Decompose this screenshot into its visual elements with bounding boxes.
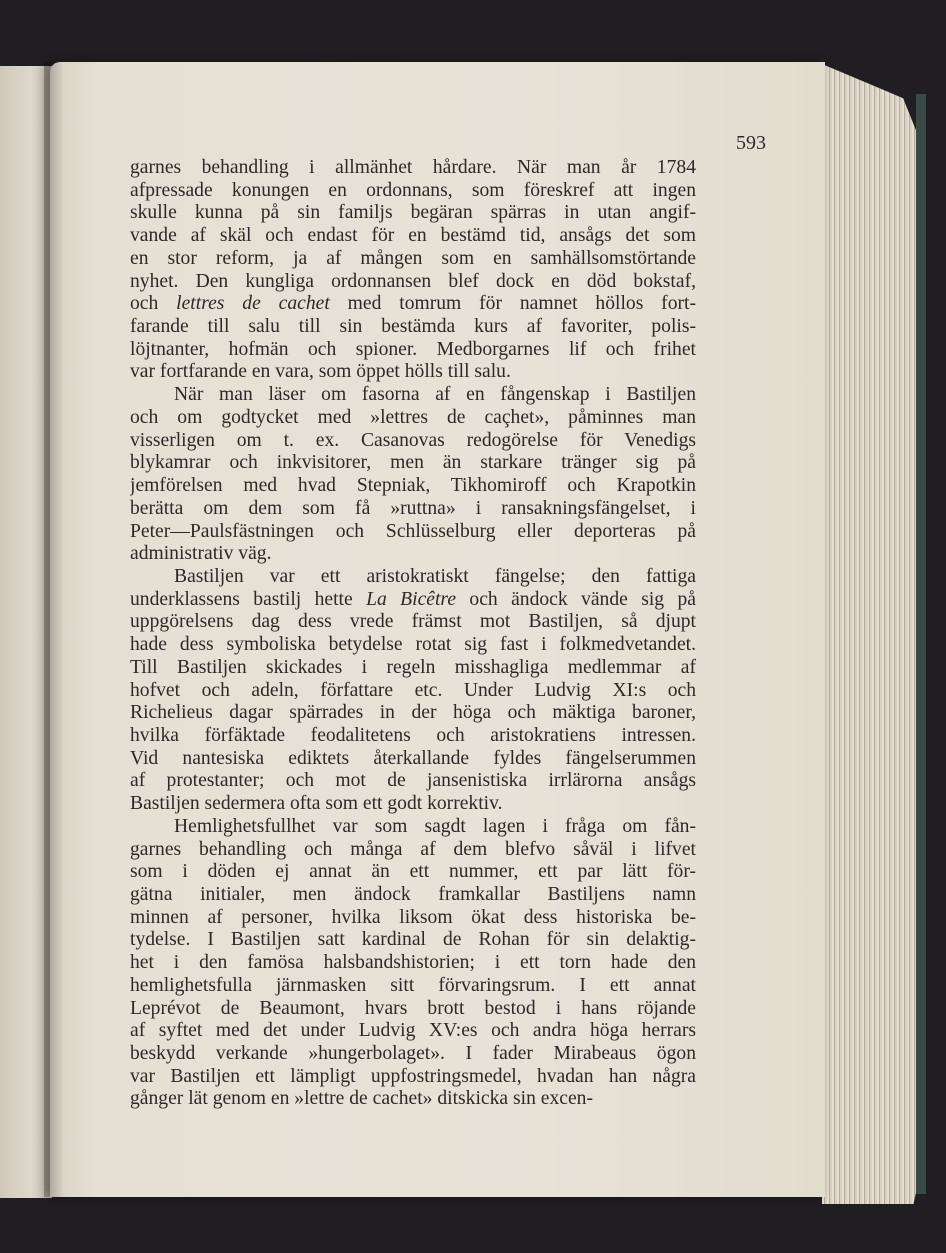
text-line <box>130 339 696 362</box>
text-run: tydelse. I Bastiljen satt kardinal de Rohan för sin delaktig- <box>130 929 696 951</box>
text-run: skulle kunna på sin familjs begäran spärras in utan angif- <box>130 202 696 224</box>
text-line <box>130 929 696 952</box>
text-line <box>130 430 696 453</box>
text-line <box>130 316 696 339</box>
text-run: med tomrum för namnet höllos fort- <box>329 293 696 315</box>
text-run: vande af skäl och endast för en bestämd tid, ansågs det som <box>130 225 696 247</box>
gutter-shadow <box>44 62 64 1197</box>
text-run: blykamrar och inkvisitorer, men än starkare tränger sig på <box>130 452 696 474</box>
text-run: gånger lät genom en »lettre de cachet» ditskicka sin excen- <box>130 1088 593 1110</box>
text-run: het i den famösa halsbandshistorien; i ett torn hade den <box>130 952 696 974</box>
text-line <box>130 361 696 384</box>
italic-phrase: La Bicêtre <box>366 588 457 610</box>
text-run: visserligen om t. ex. Casanovas redogörelse för Venedigs <box>130 429 696 451</box>
body-text <box>130 157 696 1111</box>
text-run: administrativ väg. <box>130 543 272 565</box>
text-run: garnes behandling i allmänhet hårdare. När man år 1784 <box>130 157 696 178</box>
text-line <box>130 1088 696 1111</box>
text-run: hemlighetsfulla järnmasken sitt förvaringsrum. I ett annat <box>130 974 696 996</box>
text-line <box>130 634 696 657</box>
text-line <box>130 680 696 703</box>
text-run: gätna initialer, men ändock framkallar Bastiljens namn <box>130 884 696 905</box>
text-run: hade dess symboliska betydelse rotat sig fast i folkmedvetandet. <box>130 634 696 656</box>
text-line <box>130 521 696 544</box>
text-line <box>130 975 696 998</box>
text-run: af protestanter; och mot de jansenistiska irrlärorna ansågs <box>130 770 696 792</box>
text-run: Till Bastiljen skickades i regeln misshagliga medlemmar af <box>130 656 696 678</box>
text-line <box>130 611 696 634</box>
text-run: som i döden ej annat än ett nummer, ett par lätt för- <box>130 861 696 883</box>
text-run: Vid nantesiska ediktets återkallande fyldes fängelserummen <box>130 747 696 769</box>
text-line <box>130 702 696 725</box>
text-line <box>130 566 696 589</box>
text-line <box>130 1020 696 1043</box>
text-run: löjtnanter, hofmän och spioner. Medborgarnes lif och frihet <box>130 338 696 360</box>
text-line <box>130 225 696 248</box>
text-line <box>130 248 696 271</box>
text-line <box>130 907 696 930</box>
text-line <box>130 839 696 862</box>
text-line <box>130 452 696 475</box>
text-line <box>130 407 696 430</box>
page-number: 593 <box>736 132 766 154</box>
text-line <box>130 793 696 816</box>
text-run: När man läser om fasorna af en fångenskap i Bastiljen <box>174 384 696 406</box>
text-line <box>130 748 696 771</box>
text-line <box>130 202 696 225</box>
text-line <box>130 657 696 680</box>
text-run: afpressade konungen en ordonnans, som föreskref att ingen <box>130 179 696 201</box>
text-line <box>130 589 696 612</box>
text-run: Peter—Paulsfästningen och Schlüsselburg eller deporteras på <box>130 520 696 542</box>
text-run: hofvet och adeln, författare etc. Under Ludvig XI:s och <box>130 679 696 701</box>
text-line <box>130 271 696 294</box>
text-run: garnes behandling och många af dem blefvo såväl i lifvet <box>130 838 696 860</box>
text-line <box>130 770 696 793</box>
text-run: var Bastiljen ett lämpligt uppfostringsmedel, hvadan han några <box>130 1065 696 1087</box>
text-line <box>130 861 696 884</box>
text-run: berätta om dem som få »ruttna» i ransakningsfängelset, i <box>130 497 696 519</box>
text-line <box>130 384 696 407</box>
book-cover-edge <box>916 94 926 1194</box>
italic-phrase: lettres de cachet <box>176 293 330 315</box>
text-run: underklassens bastilj hette <box>130 588 367 610</box>
text-run: Leprévot de Beaumont, hvars brott bestod i hans röjande <box>130 997 696 1019</box>
text-run: minnen af personer, hvilka liksom ökat dess historiska be- <box>130 906 696 928</box>
text-run: var fortfarande en vara, som öppet hölls till salu. <box>130 361 511 383</box>
text-line <box>130 475 696 498</box>
text-line <box>130 884 696 907</box>
text-run: Bastiljen sedermera ofta som ett godt korrektiv. <box>130 793 503 815</box>
text-run: Richelieus dagar spärrades in der höga och mäktiga baroner, <box>130 702 696 724</box>
text-run: hvilka förfäktade feodalitetens och aristokratiens intressen. <box>130 724 696 746</box>
text-line <box>130 180 696 203</box>
text-run: af syftet med det under Ludvig XV:es och andra höga herrars <box>130 1020 696 1042</box>
text-run: Bastiljen var ett aristokratiskt fängelse; den fattiga <box>174 565 696 587</box>
text-line <box>130 998 696 1021</box>
page-stack-edges <box>822 64 926 1204</box>
text-line <box>130 1043 696 1066</box>
text-run: uppgörelsens dag dess vrede främst mot Bastiljen, så djupt <box>130 611 696 633</box>
text-run: och ändock vände sig på <box>456 588 696 610</box>
text-run: Hemlighetsfullhet var som sagdt lagen i fråga om fån- <box>174 815 696 837</box>
text-line <box>130 816 696 839</box>
text-run: och <box>130 293 177 315</box>
text-line <box>130 952 696 975</box>
text-run: beskydd verkande »hungerbolaget». I fader Mirabeaus ögon <box>130 1043 696 1065</box>
text-run: farande till salu till sin bestämda kurs af favoriter, polis- <box>130 316 696 338</box>
text-run: och om godtycket med »lettres de caçhet», påminnes man <box>130 406 696 428</box>
text-run: nyhet. Den kungliga ordonnansen blef dock en död bokstaf, <box>130 270 696 292</box>
text-line <box>130 498 696 521</box>
text-run: en stor reform, ja af mången som en samhällsomstörtande <box>130 247 696 269</box>
text-line <box>130 293 696 316</box>
text-line <box>130 157 696 180</box>
text-run: jemförelsen med hvad Stepniak, Tikhomiroff och Krapotkin <box>130 475 696 497</box>
text-line <box>130 543 696 566</box>
text-line <box>130 725 696 748</box>
text-line <box>130 1066 696 1089</box>
